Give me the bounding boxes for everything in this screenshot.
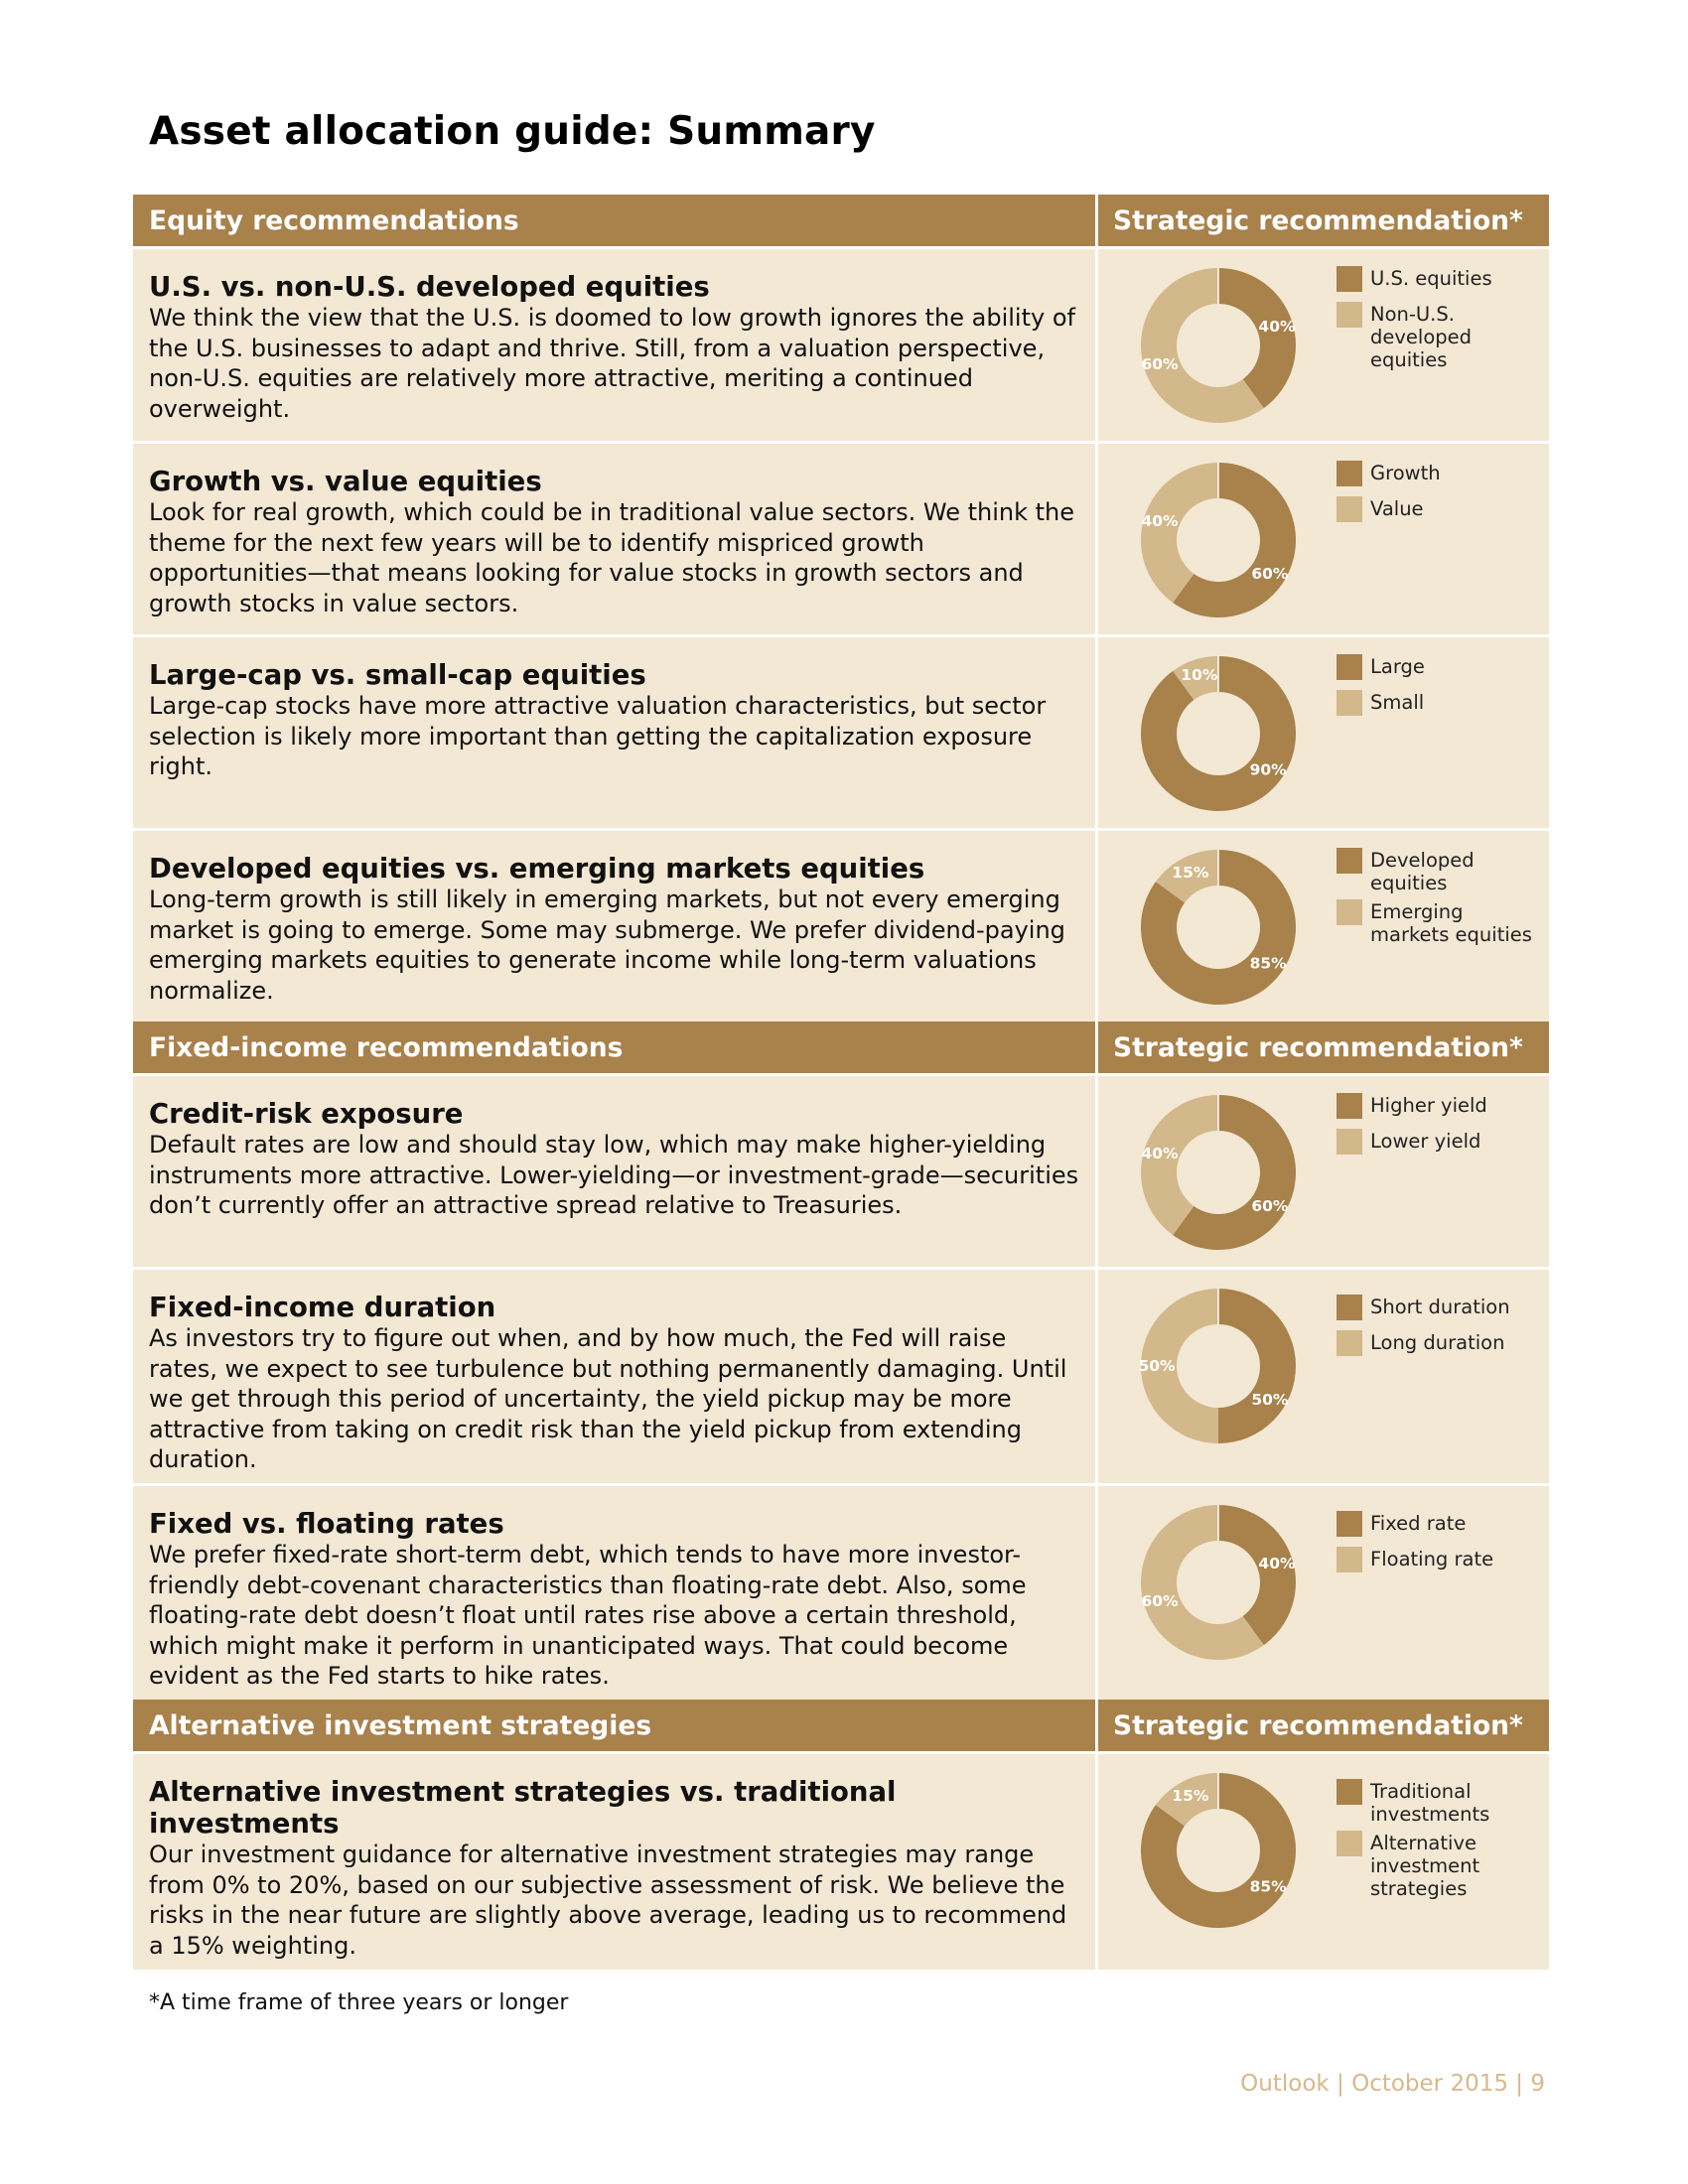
recommendation-row [133, 1073, 1549, 1267]
legend-swatch-primary [1336, 1779, 1362, 1805]
legend-item [1336, 849, 1549, 894]
allocation-chart-cell [1098, 1486, 1549, 1700]
legend-swatch-primary [1336, 654, 1362, 680]
legend-label: Short duration [1370, 1296, 1510, 1318]
recommendation-body: Default rates are low and should stay low, which may make higher-yielding instruments more attractive. Lower-yielding—or investment-grade—securities don’t currently offer an attractive spread relative to Treasuries. [149, 1131, 1079, 1219]
recommendation-title: Alternative investment strategies vs. traditional investments [149, 1776, 897, 1840]
recommendation-row [133, 1751, 1549, 1970]
recommendation-row [133, 246, 1549, 441]
strategic-recommendation-heading: Strategic recommendation* [1113, 205, 1523, 236]
recommendation-text-cell [133, 1486, 1098, 1700]
allocation-chart-cell [1098, 1754, 1549, 1970]
legend-item [1336, 1094, 1549, 1119]
legend-item [1336, 691, 1549, 716]
legend-swatch-primary [1336, 1511, 1362, 1537]
donut-slice-primary [1218, 1289, 1296, 1443]
allocation-donut-chart [1134, 1766, 1303, 1935]
legend-label: Long duration [1370, 1331, 1505, 1354]
recommendation-body: Look for real growth, which could be in traditional value sectors. We think the theme for the next few years will be to identify mispriced growth opportunities—that means looking for value stocks in growth sectors and growth stocks in value sectors. [149, 498, 1075, 617]
recommendation-body: Long-term growth is still likely in emerging markets, but not every emerging market is going to emerge. Some may submerge. We prefer dividend-paying emerging markets equities to generate income while long-term valuations normalize. [149, 886, 1065, 1005]
donut-label-primary: 40% [1258, 1554, 1296, 1572]
recommendation-row [133, 441, 1549, 634]
legend-swatch-secondary [1336, 1129, 1362, 1155]
donut-label-primary: 60% [1251, 564, 1289, 583]
donut-label-primary: 60% [1251, 1196, 1289, 1215]
legend-item [1336, 1548, 1549, 1572]
donut-label-secondary: 50% [1138, 1357, 1176, 1375]
legend-swatch-secondary [1336, 496, 1362, 522]
legend-swatch-primary [1336, 266, 1362, 292]
recommendation-body: Our investment guidance for alternative investment strategies may range from 0% to 20%, based on our subjective assessment of risk. We believe the risks in the near future are slightly above average, leading us to recommend a 15% weighting. [149, 1841, 1067, 1960]
recommendation-row [133, 828, 1549, 1022]
section-header-fixed-income-recommendations [133, 1022, 1549, 1073]
recommendation-row [133, 1483, 1549, 1700]
legend-item [1336, 1780, 1549, 1826]
legend-swatch-secondary [1336, 302, 1362, 328]
recommendation-text-cell [133, 444, 1098, 634]
allocation-chart-cell [1098, 637, 1549, 828]
allocation-table [133, 195, 1549, 1970]
allocation-chart-cell [1098, 1076, 1549, 1267]
legend-swatch-secondary [1336, 1831, 1362, 1856]
recommendation-title: Large-cap vs. small-cap equities [149, 659, 646, 691]
legend-item [1336, 1512, 1549, 1537]
legend-item [1336, 900, 1549, 946]
recommendation-text-cell [133, 1270, 1098, 1483]
donut-label-secondary: 10% [1181, 666, 1218, 685]
donut-label-secondary: 15% [1172, 1786, 1209, 1805]
legend-label: U.S. equities [1370, 267, 1492, 290]
recommendation-title: Fixed-income duration [149, 1292, 496, 1323]
section-heading: Equity recommendations [133, 195, 1098, 246]
allocation-donut-chart [1134, 261, 1303, 430]
legend-item [1336, 497, 1549, 522]
legend-label: Large [1370, 655, 1425, 678]
allocation-donut-chart [1134, 1282, 1303, 1450]
section-heading: Alternative investment strategies [133, 1700, 1098, 1751]
recommendation-text-cell [133, 1754, 1098, 1970]
donut-label-primary: 85% [1249, 954, 1287, 973]
legend-label: Value [1370, 497, 1424, 520]
allocation-chart-cell [1098, 444, 1549, 634]
legend-label: Higher yield [1370, 1094, 1487, 1117]
legend-label: Fixed rate [1370, 1512, 1467, 1535]
section-heading: Fixed-income recommendations [133, 1022, 1098, 1073]
allocation-donut-chart [1134, 456, 1303, 624]
legend-label: Small [1370, 691, 1425, 714]
recommendation-row [133, 634, 1549, 828]
legend-item [1336, 1130, 1549, 1155]
allocation-chart-cell [1098, 831, 1549, 1022]
donut-label-secondary: 40% [1141, 1144, 1179, 1162]
legend-swatch-secondary [1336, 1330, 1362, 1356]
legend-item [1336, 1832, 1549, 1900]
recommendation-title: Fixed vs. floating rates [149, 1508, 504, 1540]
recommendation-body: We think the view that the U.S. is doomed to low growth ignores the ability of the U.S. businesses to adapt and thrive. Still, from a valuation perspective, non-U.S. equities are relatively more attractive, meriting a continued overweight. [149, 304, 1075, 423]
legend-label: Floating rate [1370, 1548, 1494, 1570]
allocation-chart-cell [1098, 249, 1549, 441]
recommendation-text-cell [133, 1076, 1098, 1267]
recommendation-title: Credit-risk exposure [149, 1098, 464, 1130]
legend-item [1336, 267, 1549, 292]
legend-swatch-primary [1336, 1295, 1362, 1320]
legend-label: Lower yield [1370, 1130, 1481, 1153]
legend-swatch-primary [1336, 1093, 1362, 1119]
page-footer: Outlook | October 2015 | 9 [1240, 2071, 1545, 2097]
recommendation-row [133, 1267, 1549, 1483]
donut-label-primary: 85% [1249, 1877, 1287, 1896]
allocation-donut-chart [1134, 1088, 1303, 1257]
strategic-recommendation-heading: Strategic recommendation* [1113, 1031, 1523, 1063]
legend-item [1336, 1331, 1549, 1356]
recommendation-body: As investors try to figure out when, and by how much, the Fed will raise rates, we expect to see turbulence but nothing permanently damaging. Until we get through this period of uncertainty, the yield pickup may be more attractive from taking on credit risk than the yield pickup from extending duration. [149, 1324, 1067, 1473]
recommendation-body: We prefer fixed-rate short-term debt, which tends to have more investor-friendly debt-covenant characteristics than floating-rate debt. Also, some floating-rate debt doesn’t float until rates rise above a certain threshold, which might make it perform in unanticipated ways. That could become evident as the Fed starts to hike rates. [149, 1541, 1027, 1690]
donut-label-primary: 50% [1251, 1390, 1289, 1409]
donut-label-secondary: 40% [1141, 511, 1179, 530]
recommendation-text-cell [133, 249, 1098, 441]
legend-label: Traditional investments [1370, 1780, 1490, 1826]
donut-label-secondary: 15% [1172, 863, 1209, 882]
allocation-donut-chart [1134, 1498, 1303, 1667]
legend-swatch-primary [1336, 848, 1362, 874]
page-title: Asset allocation guide: Summary [149, 109, 876, 154]
donut-label-primary: 40% [1258, 317, 1296, 336]
recommendation-text-cell [133, 831, 1098, 1022]
recommendation-title: Growth vs. value equities [149, 466, 542, 497]
strategic-recommendation-heading: Strategic recommendation* [1113, 1709, 1523, 1741]
recommendation-text-cell [133, 637, 1098, 828]
allocation-donut-chart [1134, 843, 1303, 1012]
legend-swatch-secondary [1336, 1547, 1362, 1572]
legend-item [1336, 1296, 1549, 1320]
donut-label-secondary: 60% [1141, 1592, 1179, 1611]
recommendation-title: U.S. vs. non-U.S. developed equities [149, 271, 710, 303]
section-header-alternative-investment-strategies [133, 1700, 1549, 1751]
section-header-equity-recommendations [133, 195, 1549, 246]
legend-swatch-secondary [1336, 690, 1362, 716]
footnote: *A time frame of three years or longer [149, 1990, 569, 2015]
legend-item [1336, 303, 1549, 371]
recommendation-body: Large-cap stocks have more attractive valuation characteristics, but sector selection is likely more important than getting the capitalization exposure right. [149, 692, 1047, 780]
legend-label: Emerging markets equities [1370, 900, 1532, 946]
donut-label-primary: 90% [1249, 760, 1287, 779]
legend-swatch-secondary [1336, 899, 1362, 925]
allocation-donut-chart [1134, 649, 1303, 818]
legend-item [1336, 655, 1549, 680]
legend-label: Non-U.S. developed equities [1370, 303, 1473, 371]
allocation-chart-cell [1098, 1270, 1549, 1483]
legend-swatch-primary [1336, 461, 1362, 486]
legend-label: Developed equities [1370, 849, 1475, 894]
recommendation-title: Developed equities vs. emerging markets equities [149, 853, 925, 885]
legend-label: Alternative investment strategies [1370, 1832, 1480, 1900]
legend-label: Growth [1370, 462, 1441, 484]
legend-item [1336, 462, 1549, 486]
donut-label-secondary: 60% [1141, 355, 1179, 374]
